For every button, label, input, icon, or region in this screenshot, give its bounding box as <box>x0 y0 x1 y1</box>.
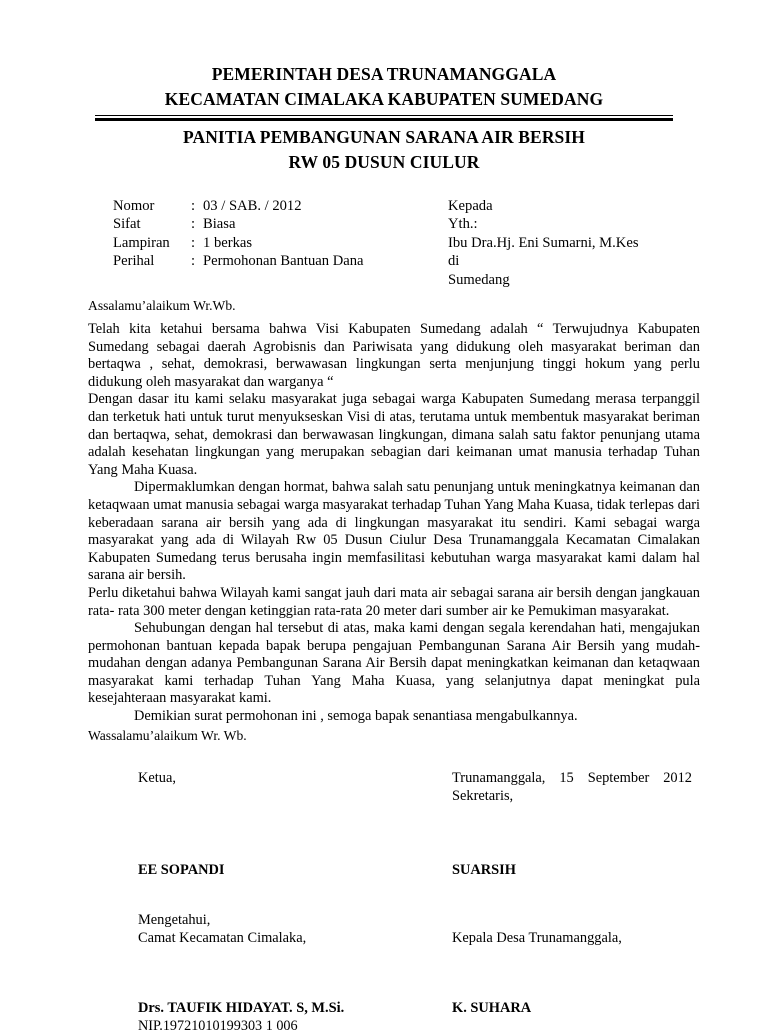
body-paragraph-4: Perlu diketahui bahwa Wilayah kami sangat jauh dari mata air sebagai sarana air bersih dengan jangkauan rata- rata 300 meter dengan ketinggian rata-rata 20 meter dari sumber air ke Pemukiman masyarakat. <box>88 584 700 619</box>
letterhead-line-neighborhood: RW 05 DUSUN CIULUR <box>288 151 480 172</box>
body-paragraph-1: Telah kita ketahui bersama bahwa Visi Kabupaten Sumedang adalah “ Terwujudnya Kabupaten Sumedang sebagai daerah Agrobisnis dan Pariwisata yang didukung oleh masyarakat beriman dan bertaqwa , sehat, demokrasi, berwawasan lingkungan serta menjunjung tinggi hokum yang perlu didukung oleh masyarakat dan warganya “ <box>88 321 700 390</box>
signature-left-head-2 <box>138 911 452 947</box>
signature-mengetahui-label: Mengetahui, <box>138 911 211 928</box>
body-paragraph-5: Sehubungan dengan hal tersebut di atas, maka kami dengan segala kerendahan hati, mengajukan permohonan bantuan kepada bapak berupa pengajuan Pembangunan Sarana Air Bersih yang mudah-mudahan dengan adanya Pembangunan Sarana Air Bersih dapat meningkatkan keimanan dan ketaqwaan masyarakat kami terhadap Tuhan Yang Maha Kuasa, yang selanjutnya dapat meningkat pula kesejahteraan masyarakat kami. <box>88 620 700 707</box>
meta-row-nomor <box>113 197 448 216</box>
signature-right-name-2: K. SUHARA <box>452 999 532 1016</box>
addressee-city: Sumedang <box>448 271 510 288</box>
signature-row-titles-2 <box>138 911 698 947</box>
signature-left-nip: NIP.19721010199303 1 006 <box>138 1017 298 1034</box>
meta-colon-sifat: : <box>191 216 196 232</box>
meta-label-nomor: Nomor <box>113 197 155 214</box>
addressee-block <box>448 197 698 290</box>
signature-right-spacer-2 <box>452 911 698 929</box>
letterhead-line-committee: PANITIA PEMBANGUNAN SARANA AIR BERSIH <box>182 126 586 147</box>
body-paragraph-6: Demikian surat permohonan ini , semoga bapak senantiasa mengabulkannya. <box>134 708 578 725</box>
meta-value-nomor: 03 / SAB. / 2012 <box>203 197 302 214</box>
addressee-di: di <box>448 253 460 269</box>
meta-value-sifat: Biasa <box>203 216 236 232</box>
signature-left-name-2: Drs. TAUFIK HIDAYAT. S, M.Si. <box>138 999 345 1016</box>
meta-row-lampiran <box>113 234 448 253</box>
meta-label-perihal: Perihal <box>113 253 155 269</box>
letter-reference-block <box>113 197 448 271</box>
meta-value-perihal: Permohonan Bantuan Dana <box>203 253 364 269</box>
signature-space-1 <box>138 805 698 861</box>
meta-colon-nomor: : <box>191 197 196 214</box>
signature-left-block-2 <box>138 999 452 1035</box>
letterhead-divider-rule <box>95 115 673 121</box>
salutation-line: Assalamu’alaikum Wr.Wb. <box>88 298 236 313</box>
letterhead-line-district: KECAMATAN CIMALAKA KABUPATEN SUMEDANG <box>164 89 604 109</box>
signature-left-name-1: EE SOPANDI <box>138 861 225 878</box>
body-paragraph-2: Dengan dasar itu kami selaku masyarakat juga sebagai warga Kabupaten Sumedang merasa terpanggil dan terketuk hati untuk turut menyukseskan Visi di atas, terutama untuk membentuk masyarakat beriman dan bertaqwa, sehat, demokrasi dan berwawasan lingkungan, dimana salah satu faktor penunjang utama adalah kesehatan lingkungan yang merupakan sebagian dari keimanan umat manusia terhadap Tuhan Yang Maha Kuasa. <box>88 391 700 478</box>
date-place-line: Trunamanggala, 15 September 2012 <box>452 769 692 786</box>
meta-row-perihal <box>113 252 448 271</box>
letter-body <box>0 321 768 726</box>
meta-label-sifat: Sifat <box>113 216 141 232</box>
signature-left-title-2: Camat Kecamatan Cimalaka, <box>138 929 307 946</box>
signature-section <box>0 769 768 1035</box>
signature-right-head-2 <box>452 911 698 947</box>
addressee-name: Ibu Dra.Hj. Eni Sumarni, M.Kes <box>448 234 639 251</box>
addressee-kepada: Kepada <box>448 197 493 214</box>
signature-left-title-1: Ketua, <box>138 769 176 786</box>
signature-row-names-2 <box>138 999 698 1035</box>
meta-colon-perihal: : <box>191 253 196 269</box>
signature-space-2 <box>138 879 698 911</box>
signature-right-title-1: Sekretaris, <box>452 787 514 804</box>
meta-label-lampiran: Lampiran <box>113 234 170 251</box>
letterhead <box>0 0 768 175</box>
signature-right-head-1 <box>452 769 698 805</box>
letter-meta-section <box>0 197 768 290</box>
signature-row-titles-1 <box>138 769 698 805</box>
signature-space-3 <box>138 947 698 999</box>
meta-row-sifat <box>113 215 448 234</box>
meta-value-lampiran: 1 berkas <box>203 234 253 251</box>
signature-row-names-1 <box>138 861 698 879</box>
signature-right-title-2: Kepala Desa Trunamanggala, <box>452 929 622 946</box>
body-paragraph-3: Dipermaklumkan dengan hormat, bahwa salah satu penunjang untuk meningkatnya keimanan dan ketaqwaan umat manusia sebagai warga masyarakat terhadap Tuhan Yang Maha Kuasa, tidak terlepas dari keberadaan sarana air bersih yang ada di lingkungan masyarakat itu sendiri. Kami sebagai warga masyarakat yang ada di Wilayah Rw 05 Dusun Ciulur Desa Trunamanggala Kecamatan Cimalakan Kabupaten Sumedang terus berusaha ingin memfasilitasi kebutuhan warga masyarakat kami dalam hal sarana air bersih. <box>88 479 700 584</box>
letterhead-line-government: PEMERINTAH DESA TRUNAMANGGALA <box>211 64 557 84</box>
closing-salutation-line: Wassalamu’alaikum Wr. Wb. <box>88 727 247 743</box>
signature-right-name-1: SUARSIH <box>452 861 516 878</box>
addressee-yth: Yth.: <box>448 216 478 232</box>
meta-colon-lampiran: : <box>191 234 196 251</box>
